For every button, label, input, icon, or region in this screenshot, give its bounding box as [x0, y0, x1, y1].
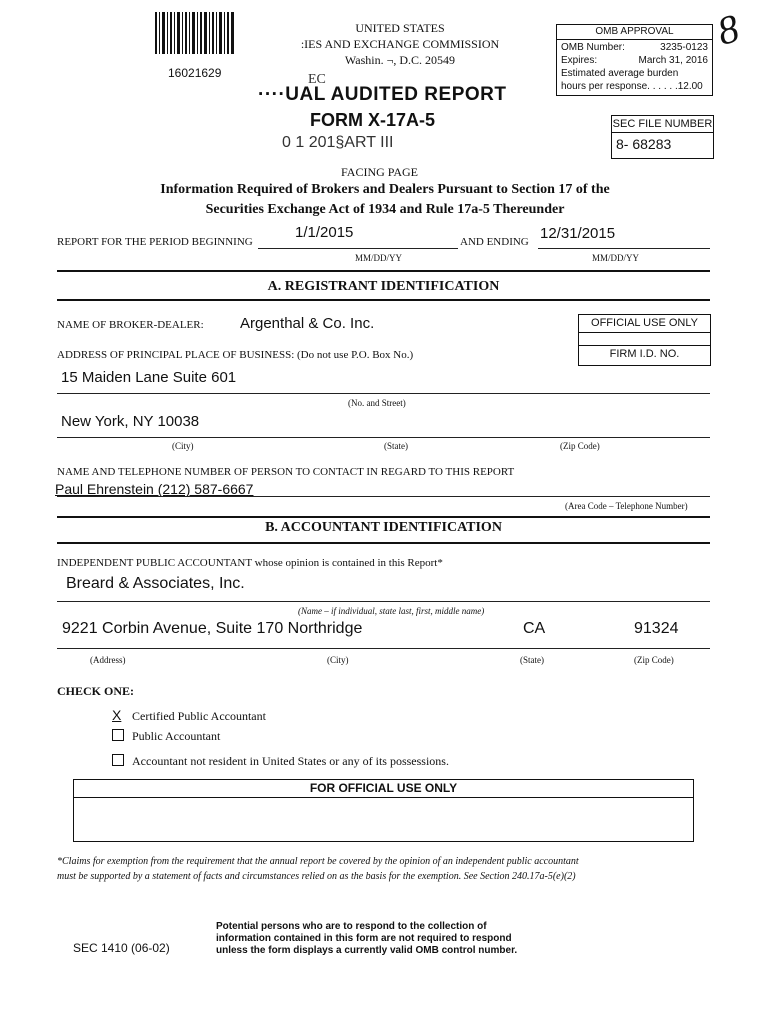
option-certified-public-accountant[interactable] [112, 707, 266, 724]
agency-line-2: :IES AND EXCHANGE COMMISSION [300, 37, 500, 51]
notice-line-3: unless the form displays a currently valid OMB control number. [216, 945, 518, 956]
agency-header [290, 20, 510, 68]
omb-expires-label: Expires: [561, 55, 598, 66]
sec-file-number-label: SEC FILE NUMBER [612, 116, 713, 133]
form-number: SEC 1410 (06-02) [73, 941, 170, 955]
omb-approval-box [556, 24, 713, 96]
period-begin-label: REPORT FOR THE PERIOD BEGINNING [57, 236, 253, 248]
heading-line-1: Information Required of Brokers and Dealers Pursuant to Section 17 of the [160, 182, 610, 197]
option-label: Certified Public Accountant [132, 709, 266, 723]
address-label: ADDRESS OF PRINCIPAL PLACE OF BUSINESS: (Do not use P.O. Box No.) [57, 349, 414, 361]
official-use-only-label: OFFICIAL USE ONLY [579, 315, 710, 333]
accountant-state: CA [523, 620, 546, 637]
period-end-value: 12/31/2015 [540, 225, 616, 242]
phone-caption: (Area Code – Telephone Number) [565, 501, 688, 511]
omb-number-label: OMB Number: [561, 42, 625, 53]
contact-name-phone: Paul Ehrenstein (212) 587-6667 [55, 481, 254, 497]
omb-control-notice [216, 921, 517, 957]
part-iii-title: 0 1 201§ART III [282, 134, 394, 151]
address-caption: (Address) [90, 655, 126, 665]
checkbox-icon[interactable] [112, 729, 124, 741]
form-heading [100, 180, 670, 220]
option-public-accountant[interactable] [112, 729, 220, 744]
option-label: Public Accountant [132, 729, 221, 743]
received-stamp: EC [308, 72, 326, 87]
handwritten-mark: 8 [712, 5, 744, 54]
omb-expires-value: March 31, 2016 [638, 55, 708, 66]
for-official-use-box [73, 779, 694, 842]
business-address: 15 Maiden Lane Suite 601 [61, 369, 237, 386]
zip-caption: (Zip Code) [560, 441, 600, 451]
barcode [155, 12, 235, 54]
omb-burden-line-2: hours per response. . . . . .12.00 [561, 81, 703, 92]
notice-line-1: Potential persons who are to respond to the collection of [216, 921, 487, 932]
period-begin-format: MM/DD/YY [355, 253, 403, 263]
footnote-line-1: *Claims for exemption from the requirement that the annual report be covered by the opinion of an independent public accountant [57, 856, 579, 867]
name-caption: (Name – if individual, state last, first, middle name) [298, 606, 485, 616]
omb-burden-line-1: Estimated average burden [561, 68, 679, 79]
option-accountant-not-resident[interactable] [112, 754, 449, 769]
street-caption: (No. and Street) [348, 398, 406, 408]
accountant-zip: 91324 [634, 620, 679, 637]
accountant-label: INDEPENDENT PUBLIC ACCOUNTANT whose opinion is contained in this Report* [57, 557, 443, 569]
heading-line-2: Securities Exchange Act of 1934 and Rule 17a-5 Thereunder [205, 202, 565, 217]
for-official-use-title: FOR OFFICIAL USE ONLY [74, 780, 693, 798]
notice-line-2: information contained in this form are not required to respond [216, 933, 512, 944]
checkbox-icon[interactable] [112, 754, 124, 766]
b-state-caption: (State) [520, 655, 544, 665]
checked-mark-icon[interactable]: X [112, 707, 122, 723]
omb-number-value: 3235-0123 [660, 42, 708, 53]
omb-title: OMB APPROVAL [557, 25, 712, 40]
b-zip-caption: (Zip Code) [634, 655, 674, 665]
form-x17a5-title: FORM X-17A-5 [310, 110, 436, 130]
state-caption: (State) [384, 441, 408, 451]
official-use-firm-box [578, 314, 711, 366]
barcode-number: 16021629 [168, 66, 222, 80]
sec-file-number-box [611, 115, 714, 159]
period-end-format: MM/DD/YY [592, 253, 640, 263]
accountant-address: 9221 Corbin Avenue, Suite 170 Northridge [62, 620, 363, 637]
accountant-name: Breard & Associates, Inc. [66, 575, 245, 592]
business-city: New York, NY 10038 [61, 413, 200, 430]
annual-audited-report-title: ····UAL AUDITED REPORT [258, 84, 507, 105]
footnote-line-2: must be supported by a statement of facts and circumstances relied on as the basis for the exemption. See Section 240.17a-5(e)(2) [57, 871, 576, 882]
broker-dealer-label: NAME OF BROKER-DEALER: [57, 319, 204, 331]
city-caption: (City) [172, 441, 194, 451]
contact-label: NAME AND TELEPHONE NUMBER OF PERSON TO CONTACT IN REGARD TO THIS REPORT [57, 466, 515, 478]
check-one-label: CHECK ONE: [57, 684, 135, 698]
b-city-caption: (City) [327, 655, 349, 665]
broker-dealer-name: Argenthal & Co. Inc. [240, 315, 375, 332]
option-label: Accountant not resident in United States or any of its possessions. [132, 754, 449, 768]
firm-id-label: FIRM I.D. NO. [579, 345, 710, 360]
section-a-title: A. REGISTRANT IDENTIFICATION [267, 279, 500, 294]
facing-page-label: FACING PAGE [341, 165, 419, 179]
agency-line-1: UNITED STATES [355, 21, 445, 35]
period-begin-value: 1/1/2015 [295, 224, 354, 241]
section-b-title: B. ACCOUNTANT IDENTIFICATION [265, 520, 502, 535]
agency-line-3: Washin. ¬, D.C. 20549 [344, 53, 456, 67]
period-end-label: AND ENDING [460, 236, 529, 248]
exemption-footnote [57, 854, 717, 884]
sec-file-number-value: 8- 68283 [616, 136, 672, 152]
